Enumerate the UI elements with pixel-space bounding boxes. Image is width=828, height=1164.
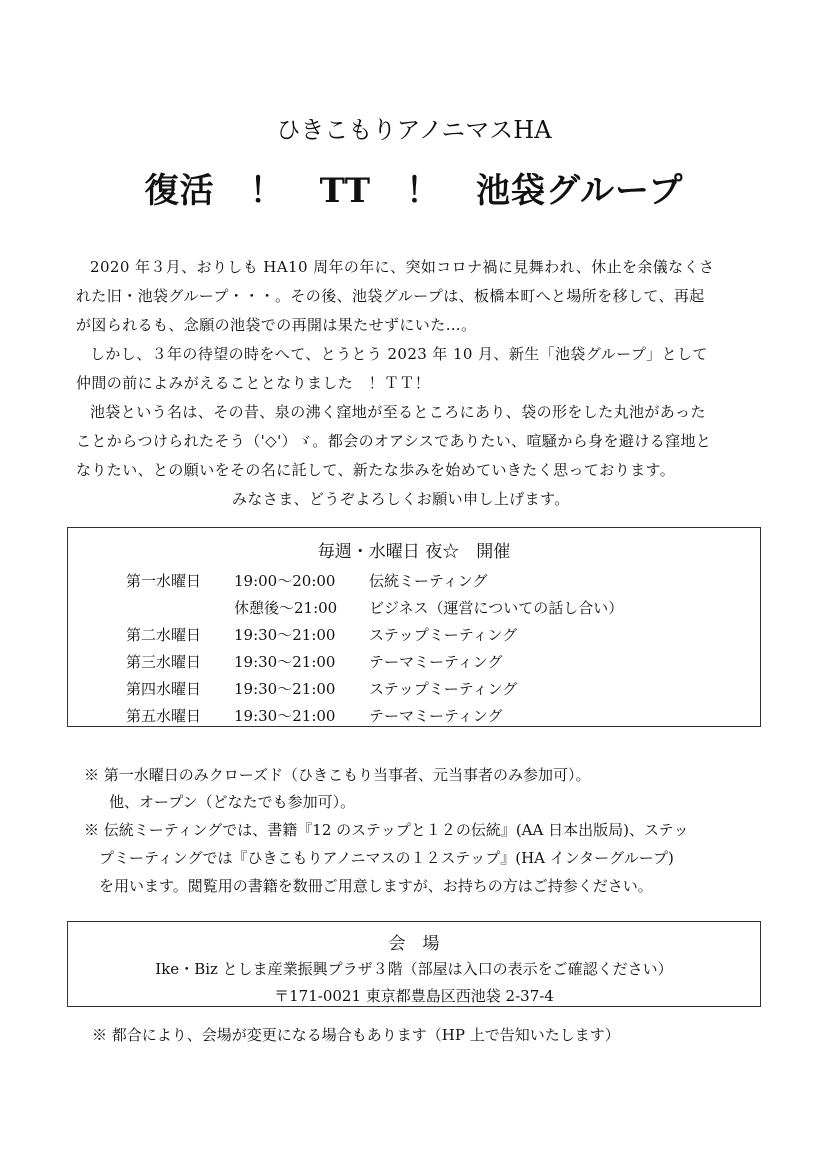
page-title: 復活 ！ TT ！ 池袋グループ bbox=[144, 171, 684, 211]
note-line-1: ※ 第一水曜日のみクローズド（ひきこもり当事者、元当事者のみ参加可）。 bbox=[84, 766, 591, 784]
intro-line-1: 2020 年３月、おりしも HA10 周年の年に、突如コロナ禍に見舞われ、休止を余儀なくさ bbox=[90, 258, 715, 276]
schedule-time: 19:30～21:00 bbox=[234, 653, 336, 671]
schedule-day: 第二水曜日 bbox=[126, 626, 202, 644]
schedule-time: 19:30～21:00 bbox=[234, 626, 336, 644]
schedule-time: 休憩後～21:00 bbox=[234, 599, 338, 617]
schedule-type: テーマミーティング bbox=[369, 653, 503, 671]
venue-place: Ike・Biz としま産業振興プラザ３階（部屋は入口の表示をご確認ください） bbox=[155, 960, 673, 978]
intro-line-3: が図られるも、念願の池袋での再開は果たせずにいた…。 bbox=[76, 316, 477, 334]
footer-note: ※ 都合により、会場が変更になる場合もあります（HP 上で告知いたします） bbox=[92, 1026, 620, 1044]
schedule-type: ステップミーティング bbox=[369, 680, 518, 698]
intro-line-5: 仲間の前によみがえることとなりました ！ＴＴ！ bbox=[76, 374, 431, 392]
schedule-type: ステップミーティング bbox=[369, 626, 518, 644]
venue-heading: 会 場 bbox=[388, 934, 440, 954]
note-line-4: プミーティングでは『ひきこもりアノニマスの１２ステップ』(HA インターグループ) bbox=[99, 849, 674, 867]
note-line-2: 他、オープン（どなたでも参加可）。 bbox=[109, 793, 356, 811]
schedule-time: 19:30～21:00 bbox=[234, 707, 336, 725]
schedule-day: 第四水曜日 bbox=[126, 680, 202, 698]
schedule-day: 第五水曜日 bbox=[126, 707, 202, 725]
note-line-5: を用います。閲覧用の書籍を数冊ご用意しますが、お持ちの方はご持参ください。 bbox=[99, 877, 653, 895]
intro-line-2: れた旧・池袋グループ・・・。その後、池袋グループは、板橋本町へと場所を移して、再起 bbox=[76, 287, 705, 305]
venue-address: 〒171-0021 東京都豊島区西池袋 2-37-4 bbox=[274, 987, 554, 1005]
intro-line-4: しかし、３年の待望の時をへて、とうとう 2023 年 10 月、新生「池袋グループ」として bbox=[90, 345, 708, 363]
schedule-type: 伝統ミーティング bbox=[369, 572, 488, 590]
schedule-time: 19:30～21:00 bbox=[234, 680, 336, 698]
schedule-heading: 毎週・水曜日 夜☆ 開催 bbox=[317, 542, 511, 562]
note-line-3: ※ 伝統ミーティングでは、書籍『12 のステップと１２の伝統』(AA 日本出版局)、ステッ bbox=[84, 821, 689, 839]
intro-line-9: みなさま、どうぞよろしくお願い申し上げます。 bbox=[232, 490, 570, 508]
organization-name: ひきこもりアノニマスHA bbox=[276, 116, 552, 144]
schedule-day: 第一水曜日 bbox=[126, 572, 202, 590]
intro-line-7: ことからつけられたそう（'◇'）ゞ。都会のオアシスでありたい、喧騒から身を避ける窪地と bbox=[76, 432, 712, 450]
schedule-time: 19:00～20:00 bbox=[234, 572, 336, 590]
schedule-type: テーマミーティング bbox=[369, 707, 503, 725]
schedule-day: 第三水曜日 bbox=[126, 653, 202, 671]
intro-line-8: なりたい、との願いをその名に託して、新たな歩みを始めていきたく思っております。 bbox=[76, 461, 676, 479]
intro-line-6: 池袋という名は、その昔、泉の沸く窪地が至るところにあり、袋の形をした丸池があった bbox=[90, 403, 706, 421]
schedule-type: ビジネス（運営についての話し合い） bbox=[369, 599, 624, 617]
